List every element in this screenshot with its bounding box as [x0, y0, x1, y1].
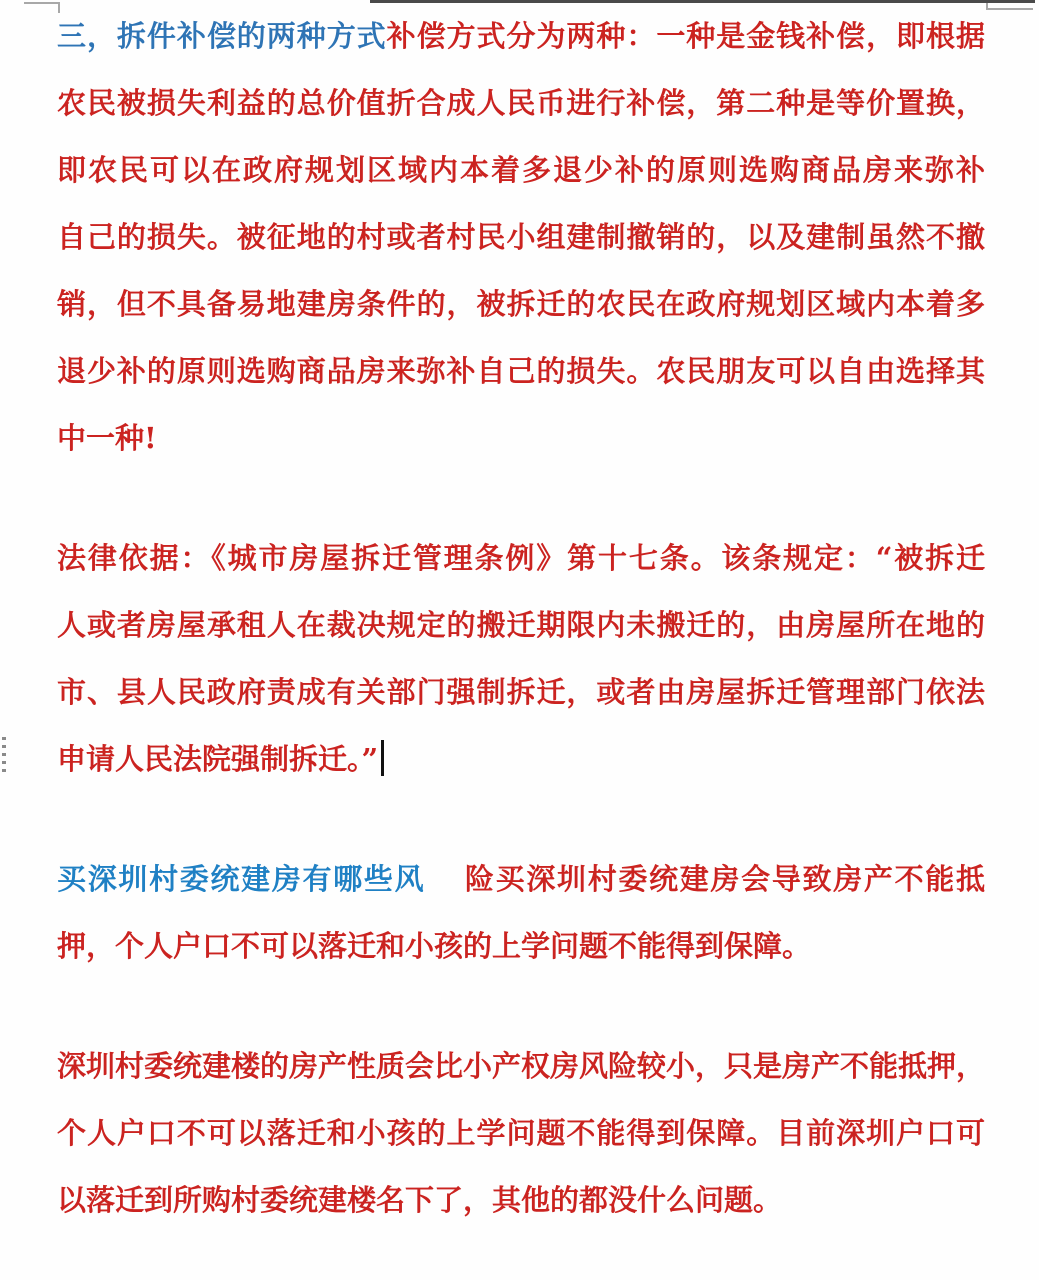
- paragraph-legal-basis: [57, 525, 985, 793]
- text-line: [57, 846, 985, 913]
- text-cursor: [381, 740, 384, 776]
- section-heading-blue: 买深圳村委统建房有哪些风: [57, 862, 426, 896]
- body-text: 补偿方式分为两种：一种是金钱补偿，即根据: [386, 19, 985, 53]
- body-text: 险买深圳村委统建房会导致房产不能抵: [463, 862, 985, 896]
- text-line: 押，个人户口不可以落迁和小孩的上学问题不能得到保障。: [57, 929, 812, 963]
- text-line: 以落迁到所购村委统建楼名下了，其他的都没什么问题。: [57, 1183, 783, 1217]
- paragraph-village-housing-detail: [57, 1033, 985, 1234]
- text-line: 即农民可以在政府规划区域内本着多退少补的原则选购商品房来弥补: [57, 153, 985, 187]
- text-line: 法律依据：《城市房屋拆迁管理条例》第十七条。该条规定：“被拆迁: [57, 541, 985, 575]
- text-line: 个人户口不可以落迁和小孩的上学问题不能得到保障。目前深圳户口可: [57, 1116, 985, 1150]
- text-line: [57, 3, 985, 70]
- text-line: 退少补的原则选购商品房来弥补自己的损失。农民朋友可以自由选择其: [57, 354, 985, 388]
- text-line: 深圳村委统建楼的房产性质会比小产权房风险较小，只是房产不能抵押，: [57, 1049, 986, 1083]
- text-boundary-mark-top-left: [24, 2, 60, 13]
- paragraph-compensation-two-methods: [57, 3, 985, 472]
- document-text-area[interactable]: [57, 3, 985, 1280]
- body-text: 申请人民法院强制拆迁。”: [57, 742, 379, 776]
- text-line: 中一种!: [57, 421, 157, 455]
- text-line: 农民被损失利益的总价值折合成人民币进行补偿，第二种是等价置换，: [57, 86, 985, 120]
- text-line: 销，但不具备易地建房条件的，被拆迁的农民在政府规划区域内本着多: [57, 287, 985, 321]
- text-line: 人或者房屋承租人在裁决规定的搬迁期限内未搬迁的，由房屋所在地的: [57, 608, 985, 642]
- text-line: 自己的损失。被征地的村或者村民小组建制撤销的，以及建制虽然不撤: [57, 220, 985, 254]
- text-line: 市、县人民政府责成有关部门强制拆迁，或者由房屋拆迁管理部门依法: [57, 675, 985, 709]
- section-heading-blue: 三，拆件补偿的两种方式: [57, 19, 387, 53]
- left-dotted-marker: [2, 737, 6, 775]
- text-line: [57, 726, 985, 793]
- paragraph-village-housing-risks: [57, 846, 985, 980]
